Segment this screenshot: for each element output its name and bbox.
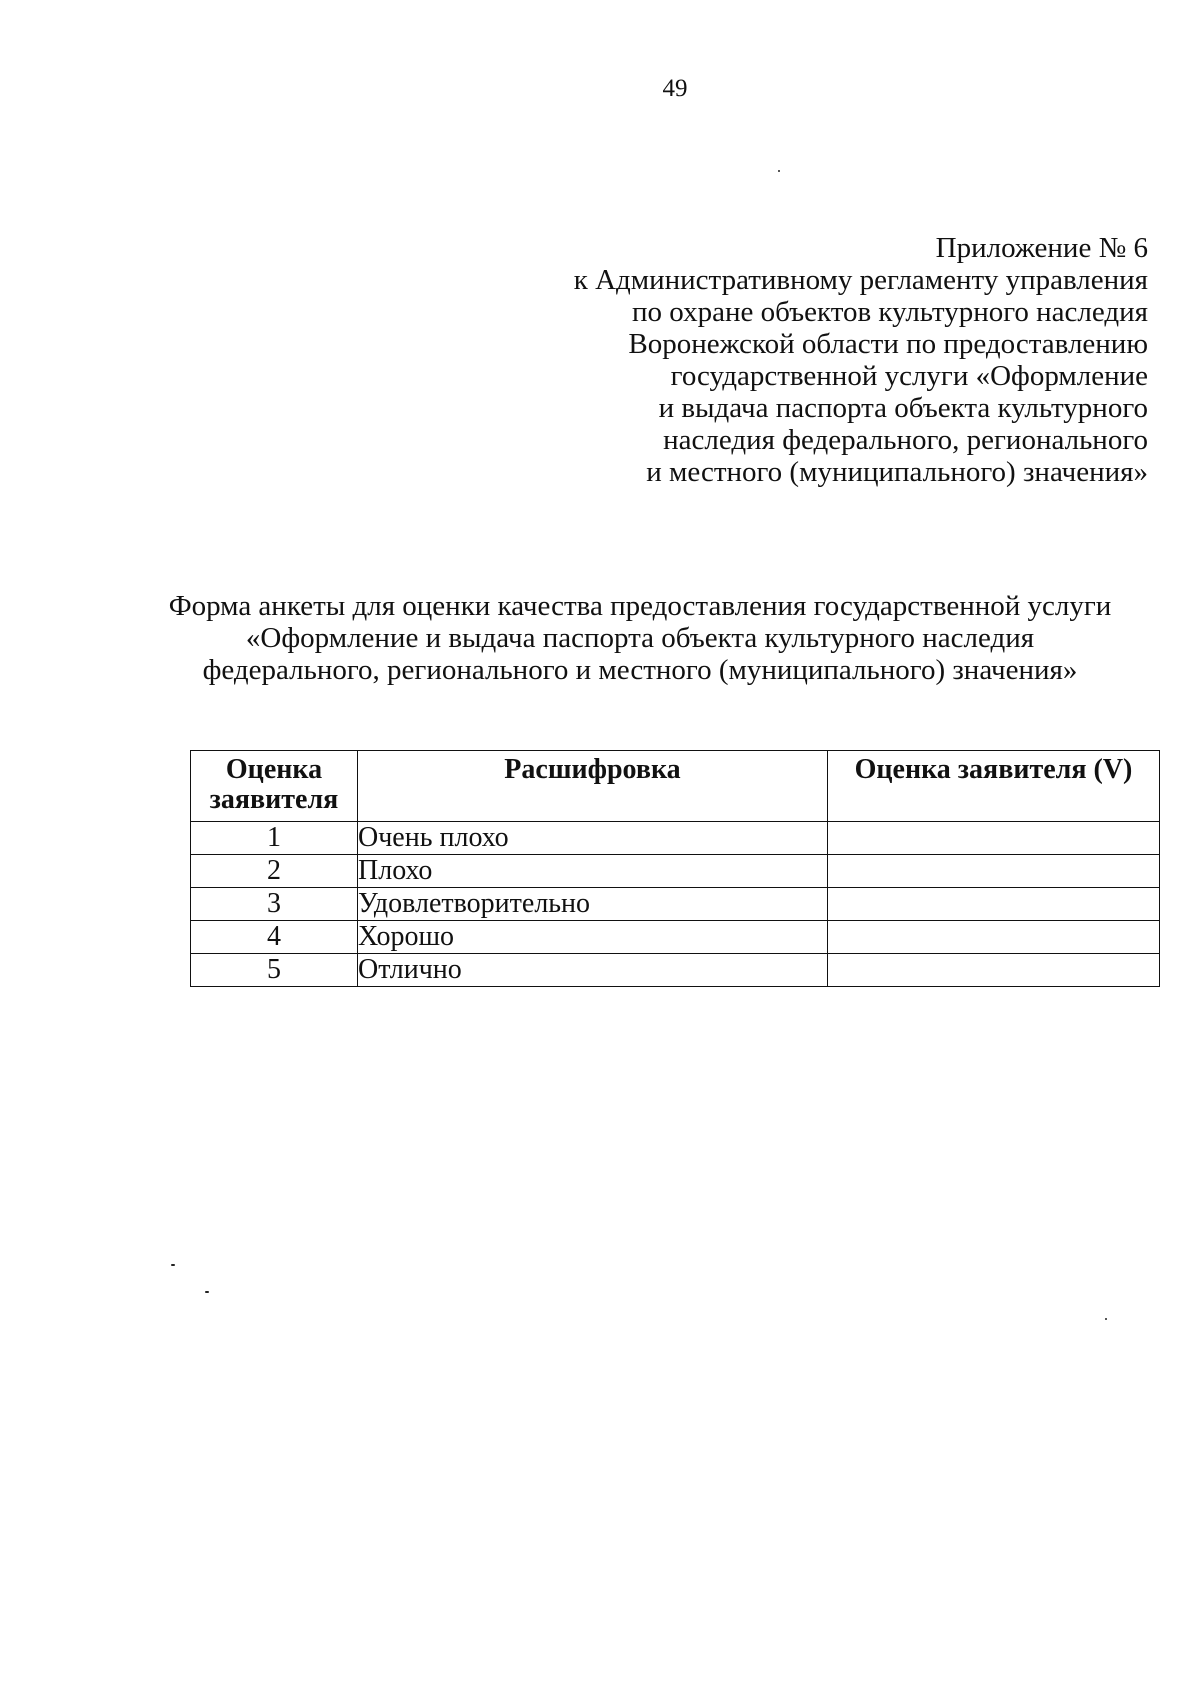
table-row [191, 954, 1160, 987]
score-cell: 3 [191, 888, 358, 921]
appendix-line: Воронежской области по предоставлению [628, 328, 1148, 360]
form-title-line: Форма анкеты для оценки качества предоставления государственной услуги [168, 590, 1112, 622]
score-cell: 2 [191, 855, 358, 888]
page-number: 49 [662, 75, 688, 102]
score-cell: 4 [191, 921, 358, 954]
header-score: Оценка заявителя [191, 751, 358, 822]
rating-table [190, 750, 1160, 987]
appendix-line: по охране объектов культурного наследия [632, 296, 1148, 328]
appendix-line: к Административному регламенту управления [573, 264, 1148, 296]
scan-speck [778, 170, 780, 172]
meaning-cell: Хорошо [358, 921, 828, 954]
appendix-reference [528, 232, 1148, 488]
appendix-line: наследия федерального, регионального [663, 424, 1148, 456]
table-header-row [191, 751, 1160, 822]
meaning-cell: Отлично [358, 954, 828, 987]
meaning-cell: Плохо [358, 855, 828, 888]
mark-cell[interactable] [828, 822, 1160, 855]
appendix-line: и местного (муниципального) значения» [646, 456, 1148, 488]
header-applicant-mark: Оценка заявителя (V) [828, 751, 1160, 822]
mark-cell[interactable] [828, 954, 1160, 987]
appendix-line: и выдача паспорта объекта культурного [658, 392, 1148, 424]
mark-cell[interactable] [828, 921, 1160, 954]
table-row [191, 855, 1160, 888]
form-title-line: федерального, регионального и местного (муниципального) значения» [202, 654, 1078, 686]
meaning-cell: Удовлетворительно [358, 888, 828, 921]
scan-speck [1105, 1318, 1107, 1320]
form-title [140, 590, 1140, 686]
scan-speck [205, 1291, 209, 1293]
mark-cell[interactable] [828, 888, 1160, 921]
appendix-line: Приложение № 6 [935, 232, 1148, 264]
meaning-cell: Очень плохо [358, 822, 828, 855]
table-row [191, 888, 1160, 921]
score-cell: 5 [191, 954, 358, 987]
header-meaning: Расшифровка [358, 751, 828, 822]
table-row [191, 921, 1160, 954]
score-cell: 1 [191, 822, 358, 855]
form-title-line: «Оформление и выдача паспорта объекта культурного наследия [245, 622, 1035, 654]
appendix-line: государственной услуги «Оформление [670, 360, 1148, 392]
scan-speck [171, 1264, 175, 1266]
table-row [191, 822, 1160, 855]
mark-cell[interactable] [828, 855, 1160, 888]
